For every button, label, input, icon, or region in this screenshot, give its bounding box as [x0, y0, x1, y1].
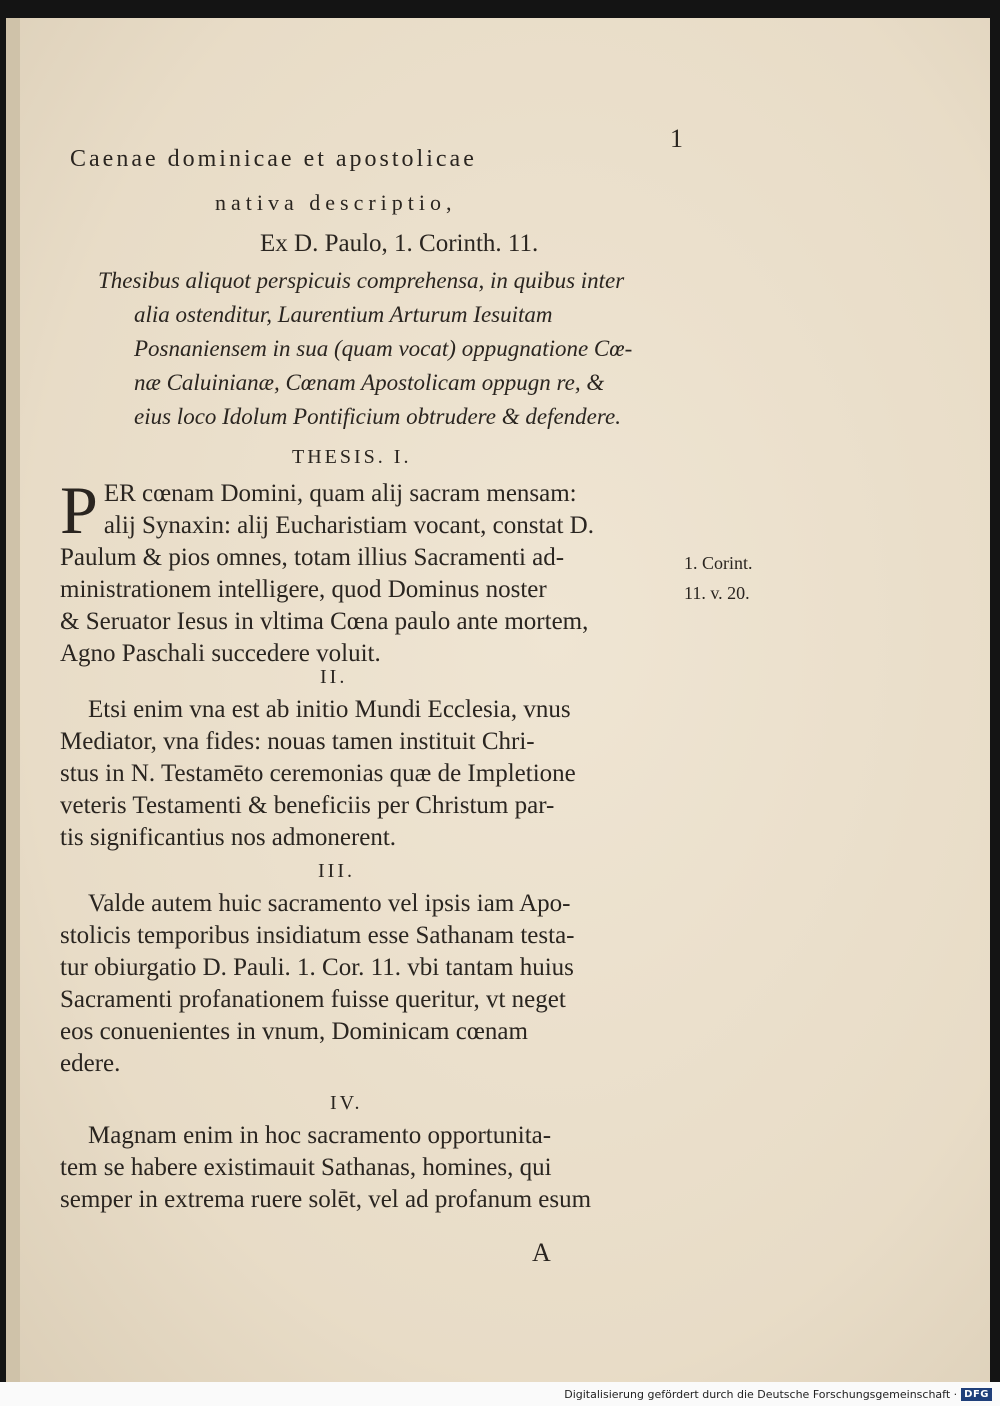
text-line: Mediator, vna fides: nouas tamen instituit Chri-: [60, 728, 535, 755]
title-line-2: nativa descriptio,: [215, 190, 457, 215]
thesis-1-heading: THESIS. I.: [292, 446, 412, 468]
text-line: veteris Testamenti & beneficiis per Christum par-: [60, 792, 555, 819]
text-line: ministrationem intelligere, quod Dominus noster: [60, 576, 547, 603]
text-line: Etsi enim vna est ab initio Mundi Ecclesia, vnus: [88, 696, 571, 723]
text-line: Valde autem huic sacramento vel ipsis iam Apo-: [88, 890, 571, 917]
text-line: stolicis temporibus insidiatum esse Sathanam testa-: [60, 922, 575, 949]
text-line: tis significantius nos admonerent.: [60, 824, 397, 851]
title-line-1: Caenae dominicae et apostolicae: [70, 146, 477, 172]
thesis-3-text: [60, 888, 670, 1080]
page-number: 1: [670, 124, 683, 153]
text-line: Magnam enim in hoc sacramento opportunita-: [88, 1122, 552, 1149]
book-page: [6, 18, 990, 1382]
subtitle-line: næ Caluinianæ, Cœnam Apostolicam oppugn re, &: [134, 370, 605, 395]
text-line: ER cœnam Domini, quam alij sacram mensam:: [103, 480, 577, 507]
thesis-4-heading: IV.: [330, 1092, 363, 1114]
subtitle-line: eius loco Idolum Pontificium obtrudere & defendere.: [134, 404, 621, 429]
text-line: tem se habere existimauit Sathanas, homines, qui: [60, 1154, 552, 1181]
thesis-2-heading: II.: [320, 666, 348, 688]
text-line: semper in extrema ruere solēt, vel ad profanum esum: [60, 1186, 592, 1213]
thesis-4-text: [60, 1120, 670, 1216]
dfg-logo[interactable]: DFG: [961, 1388, 992, 1401]
text-line: Agno Paschali succedere voluit.: [60, 640, 381, 667]
thesis-1-text: [60, 472, 670, 670]
text-line: Sacramenti profanationem fuisse queritur, vt neget: [60, 986, 566, 1013]
signature-mark: A: [532, 1238, 551, 1267]
subtitle-line: Posnaniensem in sua (quam vocat) oppugnatione Cœ-: [134, 336, 633, 361]
footer-text: Digitalisierung gefördert durch die Deutsche Forschungsgemeinschaft ·: [564, 1387, 958, 1401]
subtitle-line: alia ostenditur, Laurentium Arturum Iesuitam: [134, 302, 553, 327]
dropcap: P: [60, 472, 98, 548]
text-line: eos conuenientes in vnum, Dominicam cœnam: [60, 1018, 528, 1045]
subtitle-line: Thesibus aliquot perspicuis comprehensa, in quibus inter: [98, 268, 625, 293]
thesis-2-text: [60, 694, 670, 854]
margin-note: [684, 548, 753, 608]
text-line: alij Synaxin: alij Eucharistiam vocant, constat D.: [103, 512, 594, 539]
footer-bar: [0, 1382, 1000, 1406]
margin-note-line: 11. v. 20.: [684, 583, 750, 603]
subtitle: [98, 264, 698, 434]
text-line: edere.: [60, 1050, 121, 1077]
text-line: stus in N. Testamēto ceremonias quæ de Impletione: [60, 760, 576, 787]
text-line: tur obiurgatio D. Pauli. 1. Cor. 11. vbi tantam huius: [60, 954, 574, 981]
title-line-3: Ex D. Paulo, 1. Corinth. 11.: [260, 230, 539, 257]
text-line: Paulum & pios omnes, totam illius Sacramenti ad-: [60, 544, 565, 571]
margin-note-line: 1. Corint.: [684, 553, 753, 573]
text-line: & Seruator Iesus in vltima Cœna paulo ante mortem,: [60, 608, 589, 635]
thesis-3-heading: III.: [318, 860, 355, 882]
